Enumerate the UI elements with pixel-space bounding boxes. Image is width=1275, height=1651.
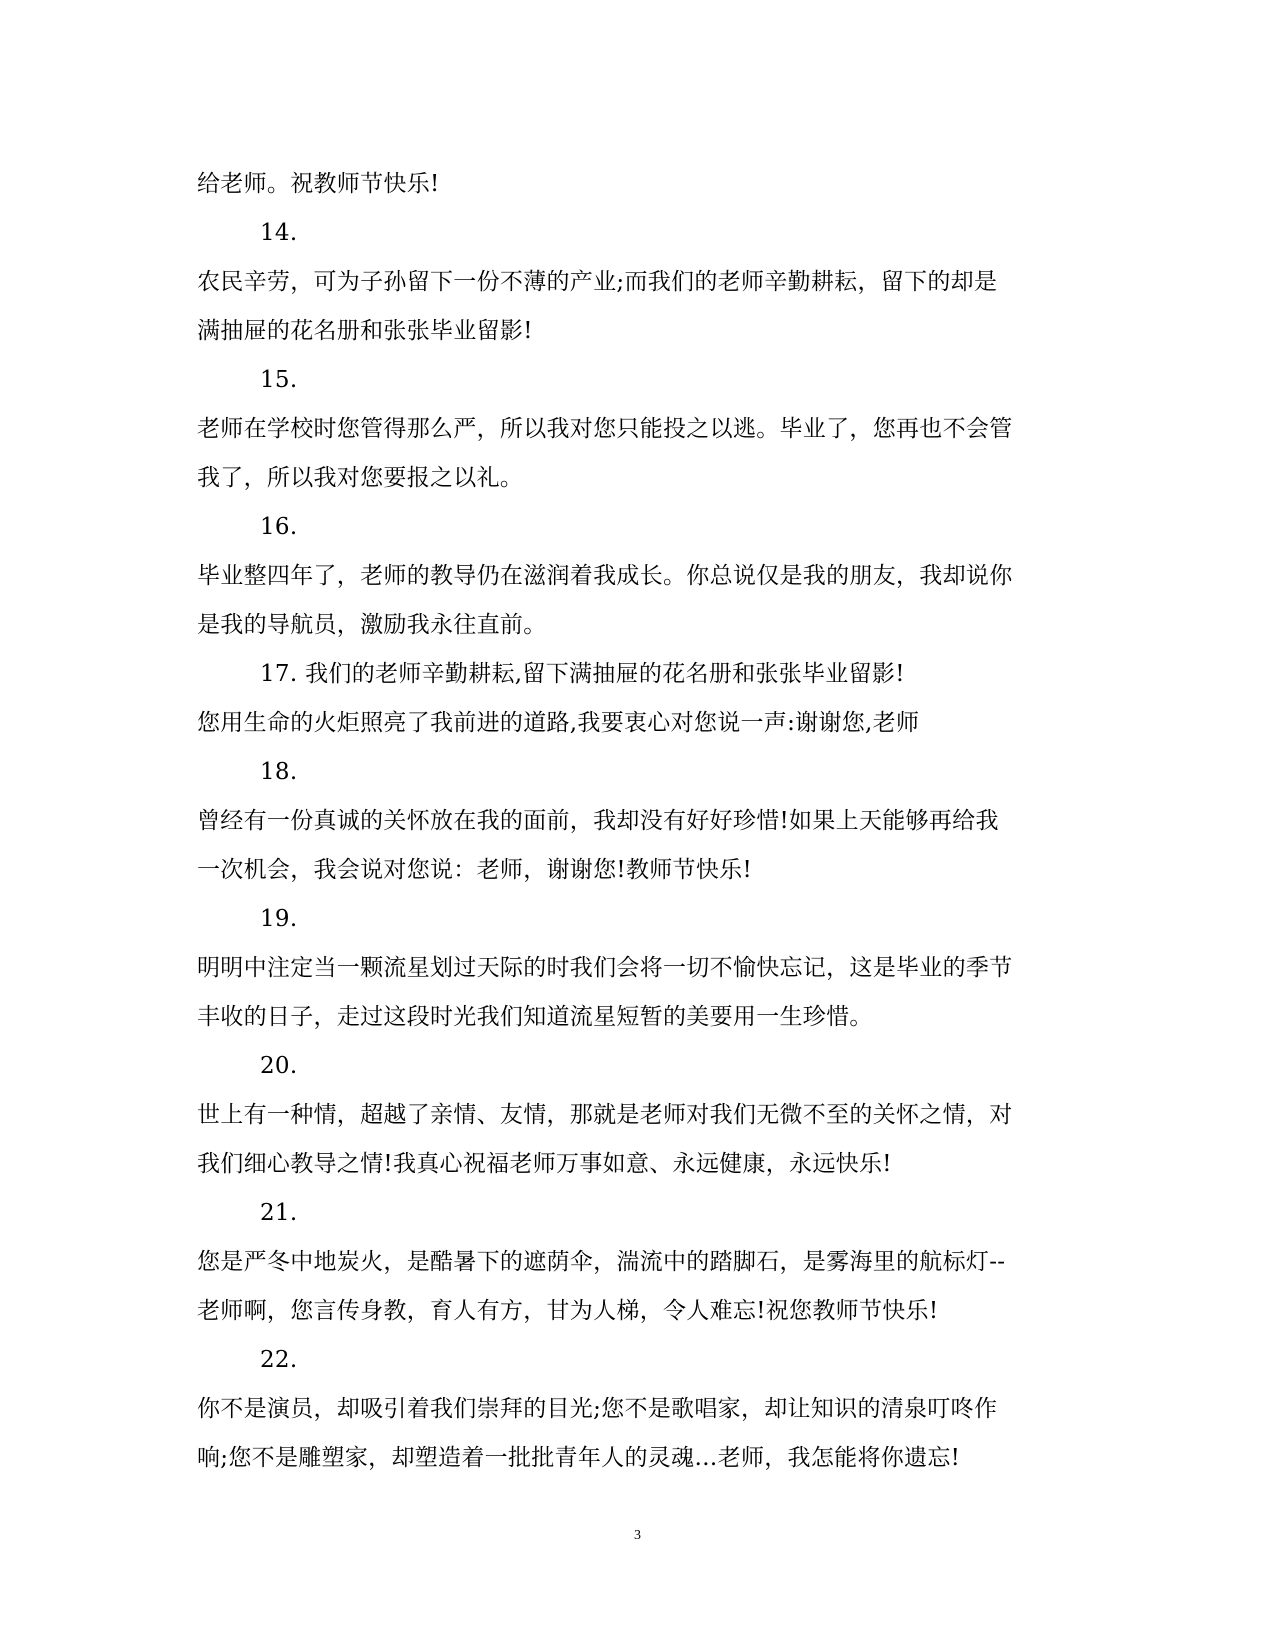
item-number-line: 17. 我们的老师辛勤耕耘,留下满抽屉的花名册和张张毕业留影! xyxy=(260,661,905,687)
text-line: 丰收的日子，走过这段时光我们知道流星短暂的美要用一生珍惜。 xyxy=(197,1004,873,1030)
text-line: 明明中注定当一颗流星划过天际的时我们会将一切不愉快忘记，这是毕业的季节 xyxy=(197,955,1013,981)
item-number-line: 15. xyxy=(260,367,298,393)
item-number-line: 19. xyxy=(260,906,298,932)
item-number-line: 16. xyxy=(260,514,298,540)
text-line: 我了，所以我对您要报之以礼。 xyxy=(197,465,524,491)
text-line: 满抽屉的花名册和张张毕业留影! xyxy=(197,318,533,344)
text-line: 老师在学校时您管得那么严，所以我对您只能投之以逃。毕业了，您再也不会管 xyxy=(197,416,1013,442)
text-line: 您用生命的火炬照亮了我前进的道路,我要衷心对您说一声:谢谢您,老师 xyxy=(197,710,920,736)
text-line: 毕业整四年了，老师的教导仍在滋润着我成长。你总说仅是我的朋友，我却说你 xyxy=(197,563,1013,589)
text-line: 您是严冬中地炭火，是酷暑下的遮荫伞，湍流中的踏脚石，是雾海里的航标灯-- xyxy=(197,1249,1006,1275)
text-line: 响;您不是雕塑家，却塑造着一批批青年人的灵魂…老师，我怎能将你遗忘! xyxy=(197,1445,961,1471)
text-line: 农民辛劳，可为子孙留下一份不薄的产业;而我们的老师辛勤耕耘，留下的却是 xyxy=(197,269,998,295)
page-number: 3 xyxy=(634,1528,641,1543)
text-line: 给老师。祝教师节快乐! xyxy=(197,171,440,197)
text-line: 一次机会，我会说对您说：老师，谢谢您!教师节快乐! xyxy=(197,857,752,883)
item-number-line: 22. xyxy=(260,1347,298,1373)
item-number-line: 14. xyxy=(260,220,298,246)
item-number-line: 21. xyxy=(260,1200,298,1226)
item-number-line: 18. xyxy=(260,759,298,785)
text-line: 世上有一种情，超越了亲情、友情，那就是老师对我们无微不至的关怀之情，对 xyxy=(197,1102,1013,1128)
text-line: 是我的导航员，激励我永往直前。 xyxy=(197,612,547,638)
text-line: 老师啊，您言传身教，育人有方，甘为人梯，令人难忘!祝您教师节快乐! xyxy=(197,1298,939,1324)
text-line: 你不是演员，却吸引着我们崇拜的目光;您不是歌唱家，却让知识的清泉叮咚作 xyxy=(197,1396,998,1422)
item-number-line: 20. xyxy=(260,1053,298,1079)
text-line: 我们细心教导之情!我真心祝福老师万事如意、永远健康，永远快乐! xyxy=(197,1151,892,1177)
document-body xyxy=(197,160,1077,1483)
text-line: 曾经有一份真诚的关怀放在我的面前，我却没有好好珍惜!如果上天能够再给我 xyxy=(197,808,999,834)
